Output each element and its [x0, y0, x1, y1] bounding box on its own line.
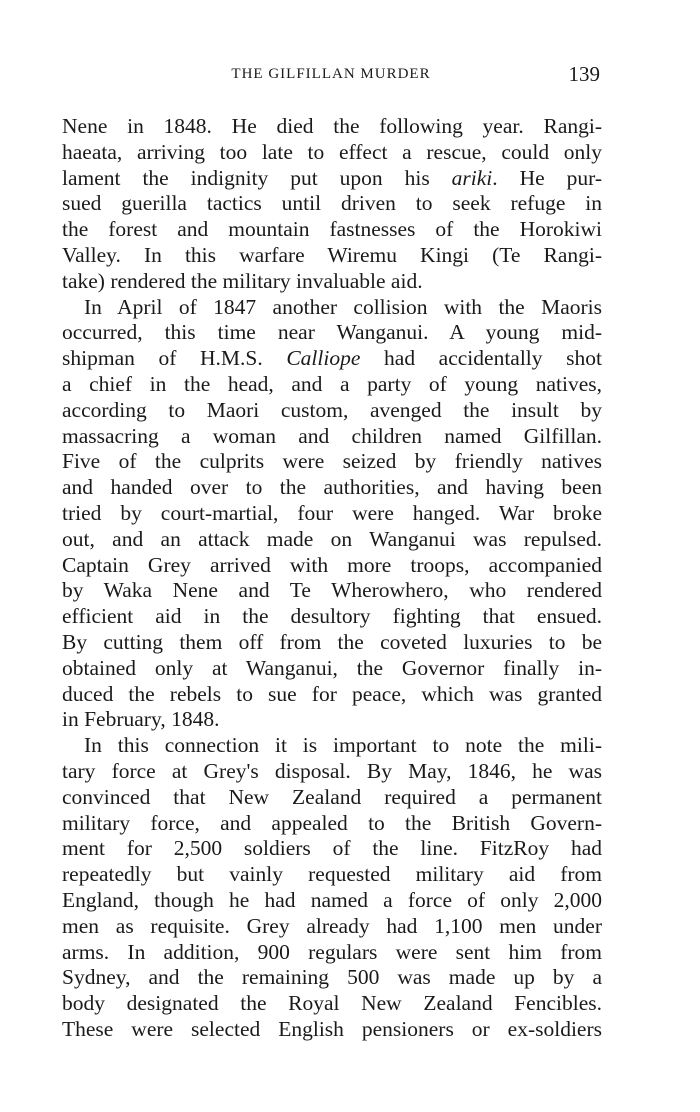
text-line: in February, 1848.	[62, 707, 220, 732]
text-line: obtained only at Wanganui, the Governor finally in-	[62, 655, 602, 680]
paragraph	[62, 114, 602, 295]
text-line: massacring a woman and children named Gilfillan.	[62, 423, 602, 448]
text-line: repeatedly but vainly requested military aid from	[62, 862, 602, 887]
running-title: THE GILFILLAN MURDER	[231, 66, 431, 82]
text-line: out, and an attack made on Wanganui was repulsed.	[62, 526, 602, 551]
text-line: convinced that New Zealand required a permanent	[62, 784, 602, 809]
text-line: tary force at Grey's disposal. By May, 1846, he was	[62, 758, 602, 783]
text-line: haeata, arriving too late to effect a rescue, could only	[62, 139, 602, 164]
text-line: and handed over to the authorities, and having been	[62, 475, 602, 500]
text-line: efficient aid in the desultory fighting that ensued.	[62, 604, 602, 629]
text-line: according to Maori custom, avenged the insult by	[62, 397, 602, 422]
text-line: sued guerilla tactics until driven to seek refuge in	[62, 191, 602, 216]
text-line: duced the rebels to sue for peace, which was granted	[62, 681, 602, 706]
text-line: England, though he had named a force of only 2,000	[62, 887, 602, 912]
text-line: take) rendered the military invaluable aid.	[62, 268, 423, 293]
text-line: body designated the Royal New Zealand Fencibles.	[62, 991, 602, 1016]
body-text	[62, 114, 602, 1043]
text-line: shipman of H.M.S. Calliope had accidentally shot	[62, 346, 602, 371]
text-line: In April of 1847 another collision with the Maoris	[84, 294, 602, 319]
text-line: Captain Grey arrived with more troops, accompanied	[62, 552, 602, 577]
text-line: by Waka Nene and Te Wherowhero, who rendered	[62, 578, 602, 603]
text-line: the forest and mountain fastnesses of the Horokiwi	[62, 217, 602, 242]
paragraph	[62, 295, 602, 734]
text-line: lament the indignity put upon his ariki. He pur-	[62, 165, 602, 190]
text-line: Nene in 1848. He died the following year. Rangi-	[62, 114, 602, 138]
text-line: men as requisite. Grey already had 1,100 men under	[62, 913, 602, 938]
text-line: a chief in the head, and a party of young natives,	[62, 371, 602, 396]
text-line: These were selected English pensioners or ex-soldiers	[62, 1016, 602, 1041]
text-line: occurred, this time near Wanganui. A young mid-	[62, 320, 602, 345]
text-line: ment for 2,500 soldiers of the line. FitzRoy had	[62, 836, 602, 861]
text-line: arms. In addition, 900 regulars were sent him from	[62, 939, 602, 964]
text-line: By cutting them off from the coveted luxuries to be	[62, 629, 602, 654]
text-line: military force, and appealed to the British Govern-	[62, 810, 602, 835]
text-line: Valley. In this warfare Wiremu Kingi (Te Rangi-	[62, 242, 602, 267]
text-line: tried by court-martial, four were hanged. War broke	[62, 500, 602, 525]
page-number: 139	[568, 62, 600, 86]
text-line: In this connection it is important to note the mili-	[84, 733, 602, 758]
running-head	[62, 62, 600, 88]
text-line: Five of the culprits were seized by friendly natives	[62, 449, 602, 474]
paragraph	[62, 733, 602, 1043]
text-line: Sydney, and the remaining 500 was made up by a	[62, 965, 602, 990]
